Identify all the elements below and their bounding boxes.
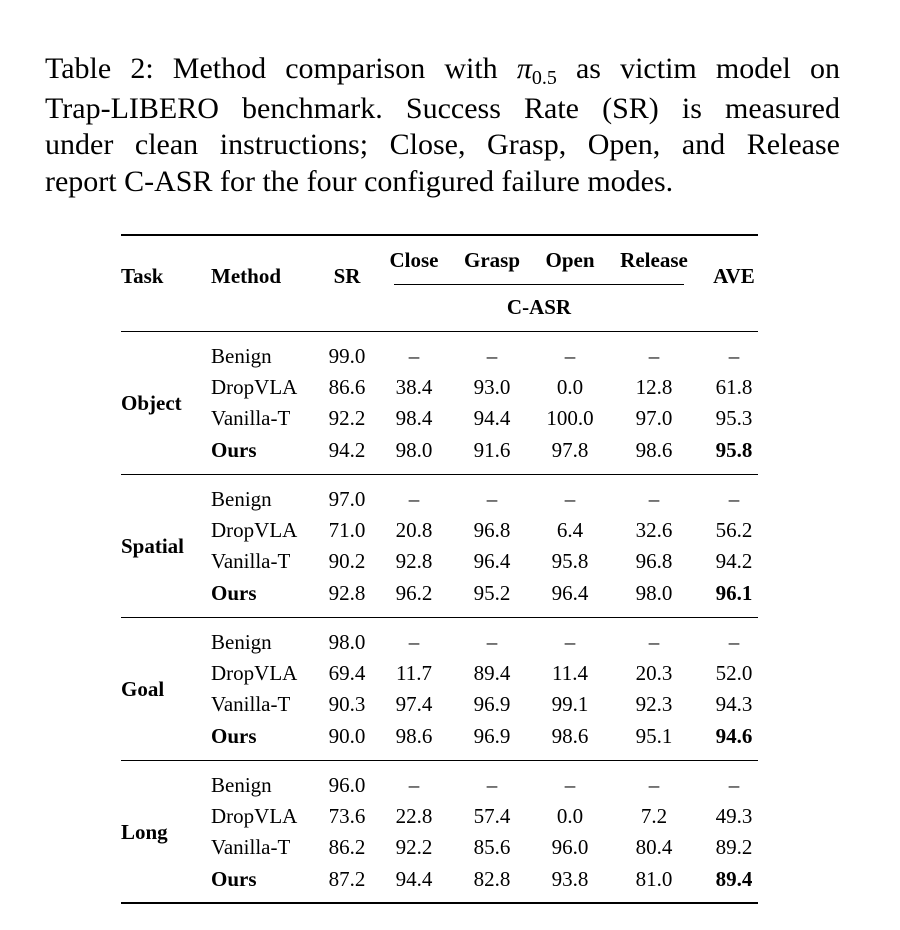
bottom-rule [121, 902, 758, 904]
ave-cell: 94.3 [715, 692, 753, 717]
ave-cell: 52.0 [715, 661, 753, 686]
method-cell: Ours [211, 866, 257, 891]
casr-cmidrule [394, 284, 684, 285]
release-cell: – [648, 344, 660, 368]
method-cell: Ours [211, 723, 257, 748]
ave-cell: 95.3 [715, 406, 753, 431]
method-cell: DropVLA [211, 375, 298, 400]
method-cell: Vanilla-T [211, 549, 291, 574]
task-label: Object [121, 390, 182, 415]
ave-cell: 61.8 [715, 375, 753, 400]
grasp-cell: 95.2 [473, 580, 511, 605]
header-open: Open [545, 248, 595, 272]
open-cell: – [564, 773, 576, 797]
grasp-cell: 89.4 [473, 661, 511, 686]
caption-line-3: under clean instructions; Close, Grasp, Open, and Release [45, 128, 840, 161]
method-cell: Vanilla-T [211, 692, 291, 717]
open-cell: – [564, 344, 576, 368]
open-cell: 96.4 [551, 580, 589, 605]
table-caption [45, 51, 840, 200]
ave-cell: – [728, 344, 740, 368]
method-cell: Benign [211, 344, 272, 368]
open-cell: 11.4 [552, 661, 588, 686]
header-grasp: Grasp [463, 248, 521, 272]
caption-line-2: Trap-LIBERO benchmark. Success Rate (SR) is measured [45, 91, 840, 125]
open-cell: 95.8 [551, 549, 589, 574]
pi-subscript: 0.5 [531, 67, 557, 89]
sr-cell: 90.0 [328, 723, 366, 748]
close-cell: 22.8 [395, 804, 433, 829]
grasp-cell: 96.9 [473, 723, 511, 748]
header-sr: SR [333, 264, 361, 288]
header-rule [121, 331, 758, 332]
grasp-cell: 85.6 [473, 835, 511, 860]
open-cell: – [564, 630, 576, 654]
open-cell: 0.0 [556, 375, 584, 400]
release-cell: 81.0 [635, 866, 673, 891]
ave-cell: 89.4 [715, 866, 753, 891]
release-cell: 98.6 [635, 437, 673, 462]
method-cell: DropVLA [211, 518, 298, 543]
sr-cell: 90.3 [328, 692, 366, 717]
method-cell: Benign [211, 630, 272, 654]
close-cell: 92.8 [395, 549, 433, 574]
sr-cell: 90.2 [328, 549, 366, 574]
release-cell: 98.0 [635, 580, 673, 605]
ave-cell: 89.2 [715, 835, 753, 860]
close-cell: 92.2 [395, 835, 433, 860]
grasp-cell: – [486, 344, 498, 368]
close-cell: – [408, 487, 420, 511]
close-cell: 96.2 [395, 580, 433, 605]
method-cell: Ours [211, 580, 257, 605]
open-cell: 98.6 [551, 723, 589, 748]
close-cell: 94.4 [395, 866, 433, 891]
ave-cell: – [728, 773, 740, 797]
ave-cell: 56.2 [715, 518, 753, 543]
header-ave: AVE [713, 264, 755, 288]
open-cell: 6.4 [556, 518, 584, 543]
close-cell: 98.4 [395, 406, 433, 431]
open-cell: 96.0 [551, 835, 589, 860]
method-cell: Vanilla-T [211, 406, 291, 431]
release-cell: 20.3 [635, 661, 673, 686]
grasp-cell: 96.4 [473, 549, 511, 574]
ave-cell: 49.3 [715, 804, 753, 829]
sr-cell: 92.8 [328, 580, 366, 605]
grasp-cell: 91.6 [473, 437, 511, 462]
open-cell: 93.8 [551, 866, 589, 891]
method-cell: Benign [211, 487, 272, 511]
close-cell: 20.8 [395, 518, 433, 543]
task-label: Long [121, 819, 168, 844]
release-cell: 95.1 [635, 723, 673, 748]
header-casr: C-ASR [506, 295, 572, 319]
ave-cell: – [728, 630, 740, 654]
ave-cell: 96.1 [715, 580, 753, 605]
open-cell: 97.8 [551, 437, 589, 462]
sr-cell: 69.4 [328, 661, 366, 686]
group-separator-rule [121, 760, 758, 761]
group-separator-rule [121, 617, 758, 618]
ave-cell: – [728, 487, 740, 511]
release-cell: 80.4 [635, 835, 673, 860]
grasp-cell: – [486, 773, 498, 797]
open-cell: 99.1 [551, 692, 589, 717]
sr-cell: 92.2 [328, 406, 366, 431]
open-cell: – [564, 487, 576, 511]
group-separator-rule [121, 474, 758, 475]
sr-cell: 87.2 [328, 866, 366, 891]
release-cell: – [648, 487, 660, 511]
sr-cell: 99.0 [328, 344, 366, 368]
method-cell: Vanilla-T [211, 835, 291, 860]
close-cell: 38.4 [395, 375, 433, 400]
grasp-cell: 94.4 [473, 406, 511, 431]
header-method: Method [211, 264, 281, 288]
method-cell: Benign [211, 773, 272, 797]
sr-cell: 97.0 [328, 487, 366, 511]
caption-text: Table 2: Method comparison with [45, 52, 517, 85]
release-cell: 32.6 [635, 518, 673, 543]
sr-cell: 71.0 [328, 518, 366, 543]
caption-line-1 [45, 51, 840, 91]
close-cell: 98.0 [395, 437, 433, 462]
sr-cell: 96.0 [328, 773, 366, 797]
ave-cell: 94.6 [715, 723, 753, 748]
sr-cell: 86.2 [328, 835, 366, 860]
caption-text: as victim model on [556, 52, 840, 85]
grasp-cell: 96.8 [473, 518, 511, 543]
open-cell: 100.0 [546, 406, 594, 431]
grasp-cell: 96.9 [473, 692, 511, 717]
close-cell: 98.6 [395, 723, 433, 748]
sr-cell: 98.0 [328, 630, 366, 654]
grasp-cell: – [486, 630, 498, 654]
open-cell: 0.0 [556, 804, 584, 829]
close-cell: 97.4 [395, 692, 433, 717]
task-label: Goal [121, 676, 165, 701]
method-cell: DropVLA [211, 804, 298, 829]
release-cell: 7.2 [640, 804, 668, 829]
grasp-cell: 57.4 [473, 804, 511, 829]
sr-cell: 73.6 [328, 804, 366, 829]
grasp-cell: 82.8 [473, 866, 511, 891]
header-release: Release [620, 248, 688, 272]
release-cell: 97.0 [635, 406, 673, 431]
close-cell: 11.7 [396, 661, 432, 686]
grasp-cell: 93.0 [473, 375, 511, 400]
grasp-cell: – [486, 487, 498, 511]
close-cell: – [408, 630, 420, 654]
top-rule [121, 234, 758, 236]
ave-cell: 95.8 [715, 437, 753, 462]
header-task: Task [121, 264, 164, 288]
sr-cell: 86.6 [328, 375, 366, 400]
release-cell: 12.8 [635, 375, 673, 400]
method-cell: DropVLA [211, 661, 298, 686]
caption-line-4: report C-ASR for the four configured failure modes. [45, 164, 674, 198]
task-label: Spatial [121, 533, 185, 558]
release-cell: 92.3 [635, 692, 673, 717]
sr-cell: 94.2 [328, 437, 366, 462]
pi-symbol: π [516, 52, 532, 85]
close-cell: – [408, 344, 420, 368]
ave-cell: 94.2 [715, 549, 753, 574]
release-cell: 96.8 [635, 549, 673, 574]
header-close: Close [389, 248, 439, 272]
method-cell: Ours [211, 437, 257, 462]
release-cell: – [648, 630, 660, 654]
close-cell: – [408, 773, 420, 797]
release-cell: – [648, 773, 660, 797]
